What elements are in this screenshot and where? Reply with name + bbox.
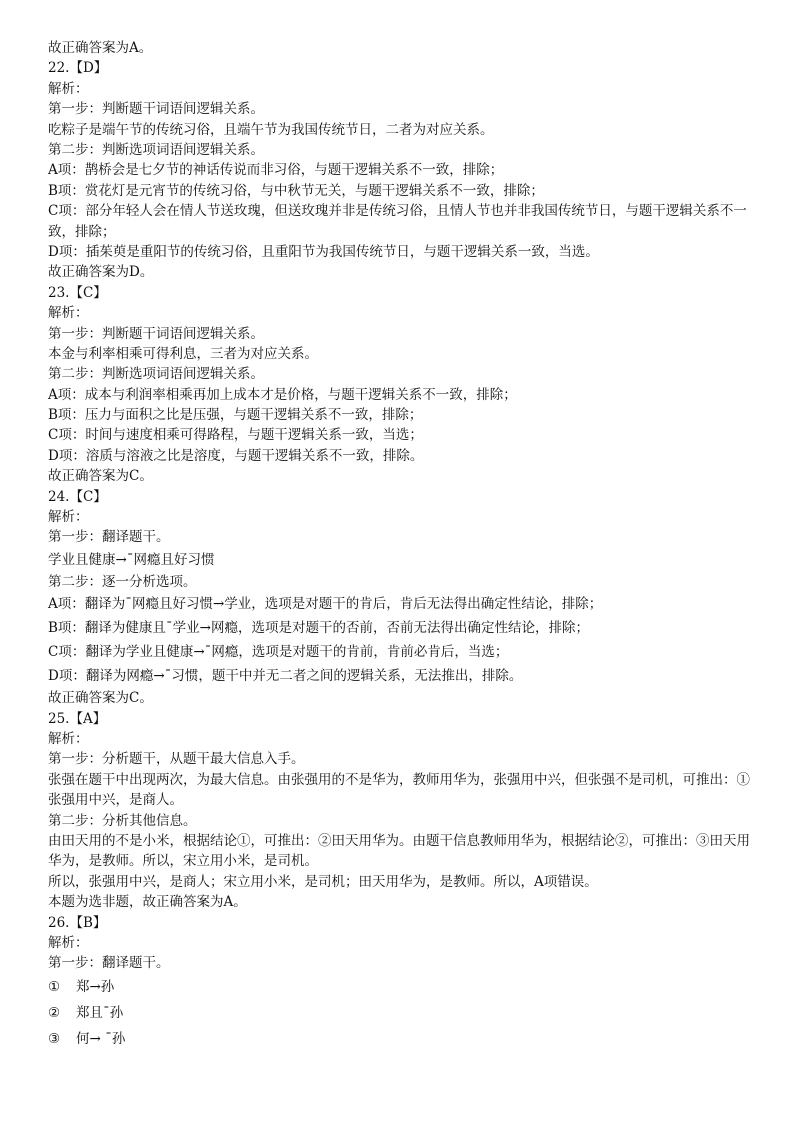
text-line: 张强在题干中出现两次，为最大信息。由张强用的不是华为，教师用华为，张强用中兴，但张强不是司机，可推出：①张强用中兴，是商人。 [48, 771, 750, 809]
text-line: A项：成本与利润率相乘再加上成本才是价格，与题干逻辑关系不一致，排除； [48, 386, 517, 403]
text-line: 第一步：翻译题干。 [48, 955, 170, 972]
text-line: 23.【C】 [48, 284, 107, 301]
text-line: 由田天用的不是小米，根据结论①，可推出：②田天用华为。由题干信息教师用华为，根据结论②，可推出：③田天用华为，是教师。所以，宋立用小米，是司机。 [48, 832, 750, 870]
text-line: 所以，张强用中兴，是商人；宋立用小米，是司机；田天用华为，是教师。所以，A项错误。 [48, 873, 598, 890]
text-line: A项：鹊桥会是七夕节的神话传说而非习俗，与题干逻辑关系不一致，排除； [48, 162, 504, 179]
text-line: D项：插茱萸是重阳节的传统习俗，且重阳节为我国传统节日，与题干逻辑关系一致，当选。 [48, 243, 599, 260]
text-line: 解析： [48, 934, 89, 951]
statement-number: ② [48, 1004, 61, 1021]
text-line: 解析： [48, 509, 89, 526]
text-line: 24.【C】 [48, 488, 107, 505]
text-line: 解析： [48, 80, 89, 97]
text-line: D项：翻译为网瘾→¯习惯，题干中并无二者之间的逻辑关系，无法推出，排除。 [48, 668, 523, 685]
text-line: 故正确答案为C。 [48, 468, 153, 485]
text-line: 25.【A】 [48, 710, 107, 727]
text-line: 第二步：判断选项词语间逻辑关系。 [48, 141, 264, 158]
text-line: 第一步：判断题干词语间逻辑关系。 [48, 325, 264, 342]
text-line: 吃粽子是端午节的传统习俗，且端午节为我国传统节日，二者为对应关系。 [48, 121, 494, 138]
text-line: 故正确答案为A。 [48, 40, 153, 56]
text-line: B项：翻译为健康且¯学业→网瘾，选项是对题干的否前，否前无法得出确定性结论，排除； [48, 620, 589, 637]
text-line: B项：压力与面积之比是压强，与题干逻辑关系不一致，排除； [48, 407, 423, 424]
statement-text: 郑且¯孙 [76, 1004, 124, 1021]
statement-text: 郑→孙 [76, 978, 115, 995]
text-line: 故正确答案为D。 [48, 264, 154, 281]
text-line: 22.【D】 [48, 60, 108, 77]
text-line: D项：溶质与溶液之比是溶度，与题干逻辑关系不一致，排除。 [48, 447, 424, 464]
document-body [48, 38, 760, 974]
text-line: 第一步：判断题干词语间逻辑关系。 [48, 101, 264, 118]
text-line: 第二步：分析其他信息。 [48, 812, 197, 829]
statement-text: 何→ ¯孙 [76, 1030, 126, 1047]
text-line: 第二步：判断选项词语间逻辑关系。 [48, 366, 264, 383]
text-line: 解析： [48, 730, 89, 747]
text-line: 26.【B】 [48, 914, 107, 931]
text-line: 故正确答案为C。 [48, 690, 153, 707]
text-line: 第一步：翻译题干。 [48, 529, 170, 546]
numbered-statement [48, 974, 760, 1000]
answer-explanation-document [48, 38, 760, 1052]
numbered-statement [48, 1000, 760, 1026]
text-line: C项：时间与速度相乘可得路程，与题干逻辑关系一致，当选； [48, 427, 423, 444]
text-line: A项：翻译为¯网瘾且好习惯→学业，选项是对题干的肯后，肯后无法得出确定性结论，排除； [48, 596, 603, 613]
text-line: 第一步：分析题干，从题干最大信息入手。 [48, 751, 305, 768]
statement-number: ① [48, 978, 61, 995]
text-line: 第二步：逐一分析选项。 [48, 573, 197, 590]
numbered-statements [48, 974, 760, 1052]
text-line: 本题为选非题，故正确答案为A。 [48, 894, 247, 911]
text-line: 解析： [48, 305, 89, 322]
text-line: C项：部分年轻人会在情人节送玫瑰，但送玫瑰并非是传统习俗，且情人节也并非我国传统节日，与题干逻辑关系不一致，排除； [48, 203, 747, 240]
text-line: B项：赏花灯是元宵节的传统习俗，与中秋节无关，与题干逻辑关系不一致，排除； [48, 182, 544, 199]
text-line: C项：翻译为学业且健康→¯网瘾，选项是对题干的肯前，肯前必肯后，当选； [48, 644, 509, 661]
statement-number: ③ [48, 1030, 61, 1047]
text-line: 学业且健康→¯网瘾且好习惯 [48, 551, 215, 568]
numbered-statement [48, 1026, 760, 1052]
text-line: 本金与利率相乘可得利息，三者为对应关系。 [48, 345, 318, 362]
